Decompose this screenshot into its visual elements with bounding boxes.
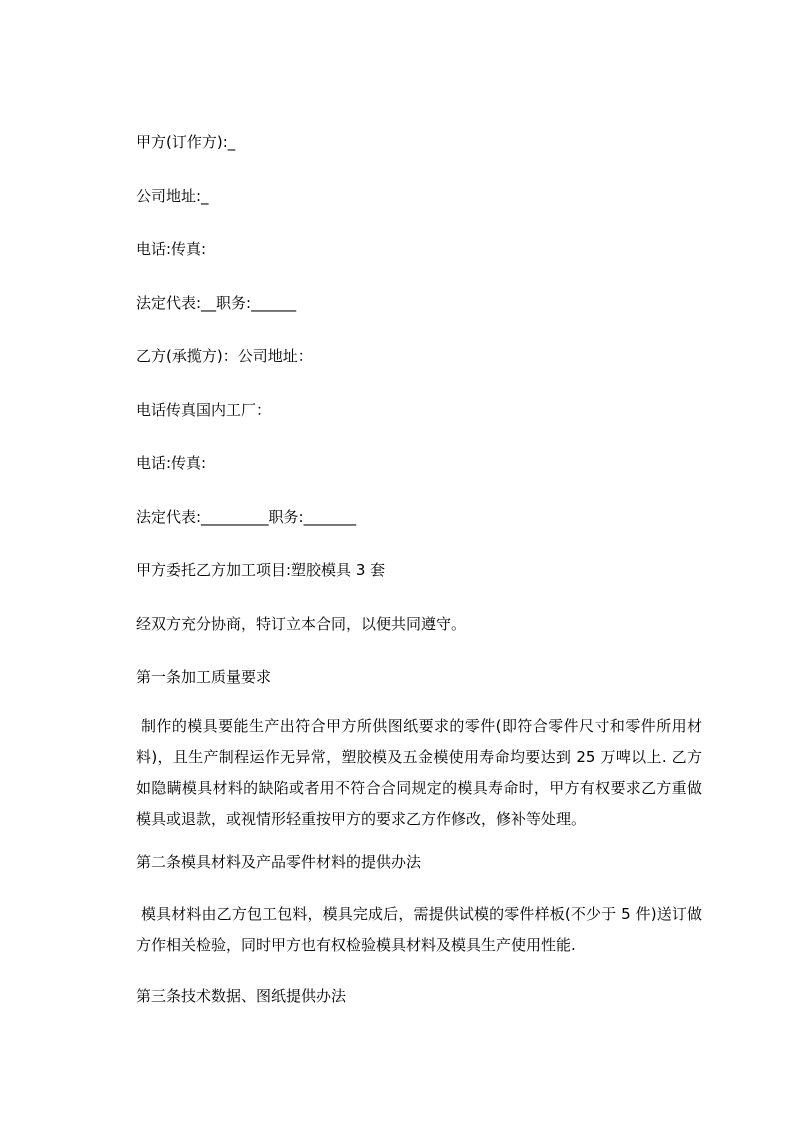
- article-1-body: 制作的模具要能生产出符合甲方所供图纸要求的零件(即符合零件尺寸和零件所用材料)，且生产制程运作无异常，塑胶模及五金模使用寿命均要达到 25 万啤以上. 乙方如隐瞒模具材料的缺陷或者用不符合合同规定的模具寿命时，甲方有权要求乙方重做模具或退款，或视情形轻重按甲方的要求乙方作修改，修补等处理。: [136, 717, 702, 828]
- party-b-factory-line: 电话传真国内工厂：: [136, 401, 272, 419]
- project-line: 甲方委托乙方加工项目:塑胶模具 3 套: [136, 561, 386, 579]
- article-3-title: 第三条技术数据、图纸提供办法: [136, 987, 347, 1005]
- article-2-title: 第二条模具材料及产品零件材料的提供办法: [136, 853, 422, 871]
- party-b-phone-fax-line: 电话:传真:: [136, 454, 207, 472]
- agreement-line: 经双方充分协商，特订立本合同，以便共同遵守。: [136, 615, 467, 633]
- party-a-address-line: 公司地址:_: [136, 187, 209, 205]
- article-2-body: 模具材料由乙方包工包料，模具完成后，需提供试模的零件样板(不少于 5 件)送订做方作相关检验，同时甲方也有权检验模具材料及模具生产使用性能.: [136, 905, 702, 954]
- article-1-title: 第一条加工质量要求: [136, 668, 272, 686]
- party-a-line: 甲方(订作方):_: [136, 133, 236, 151]
- party-a-phone-fax-line: 电话:传真:: [136, 240, 207, 258]
- party-b-line: 乙方(承揽方)：公司地址：: [136, 347, 313, 365]
- party-b-representative-line: 法定代表:_________职务:_______: [136, 508, 357, 526]
- party-a-representative-line: 法定代表:__职务:______: [136, 294, 297, 312]
